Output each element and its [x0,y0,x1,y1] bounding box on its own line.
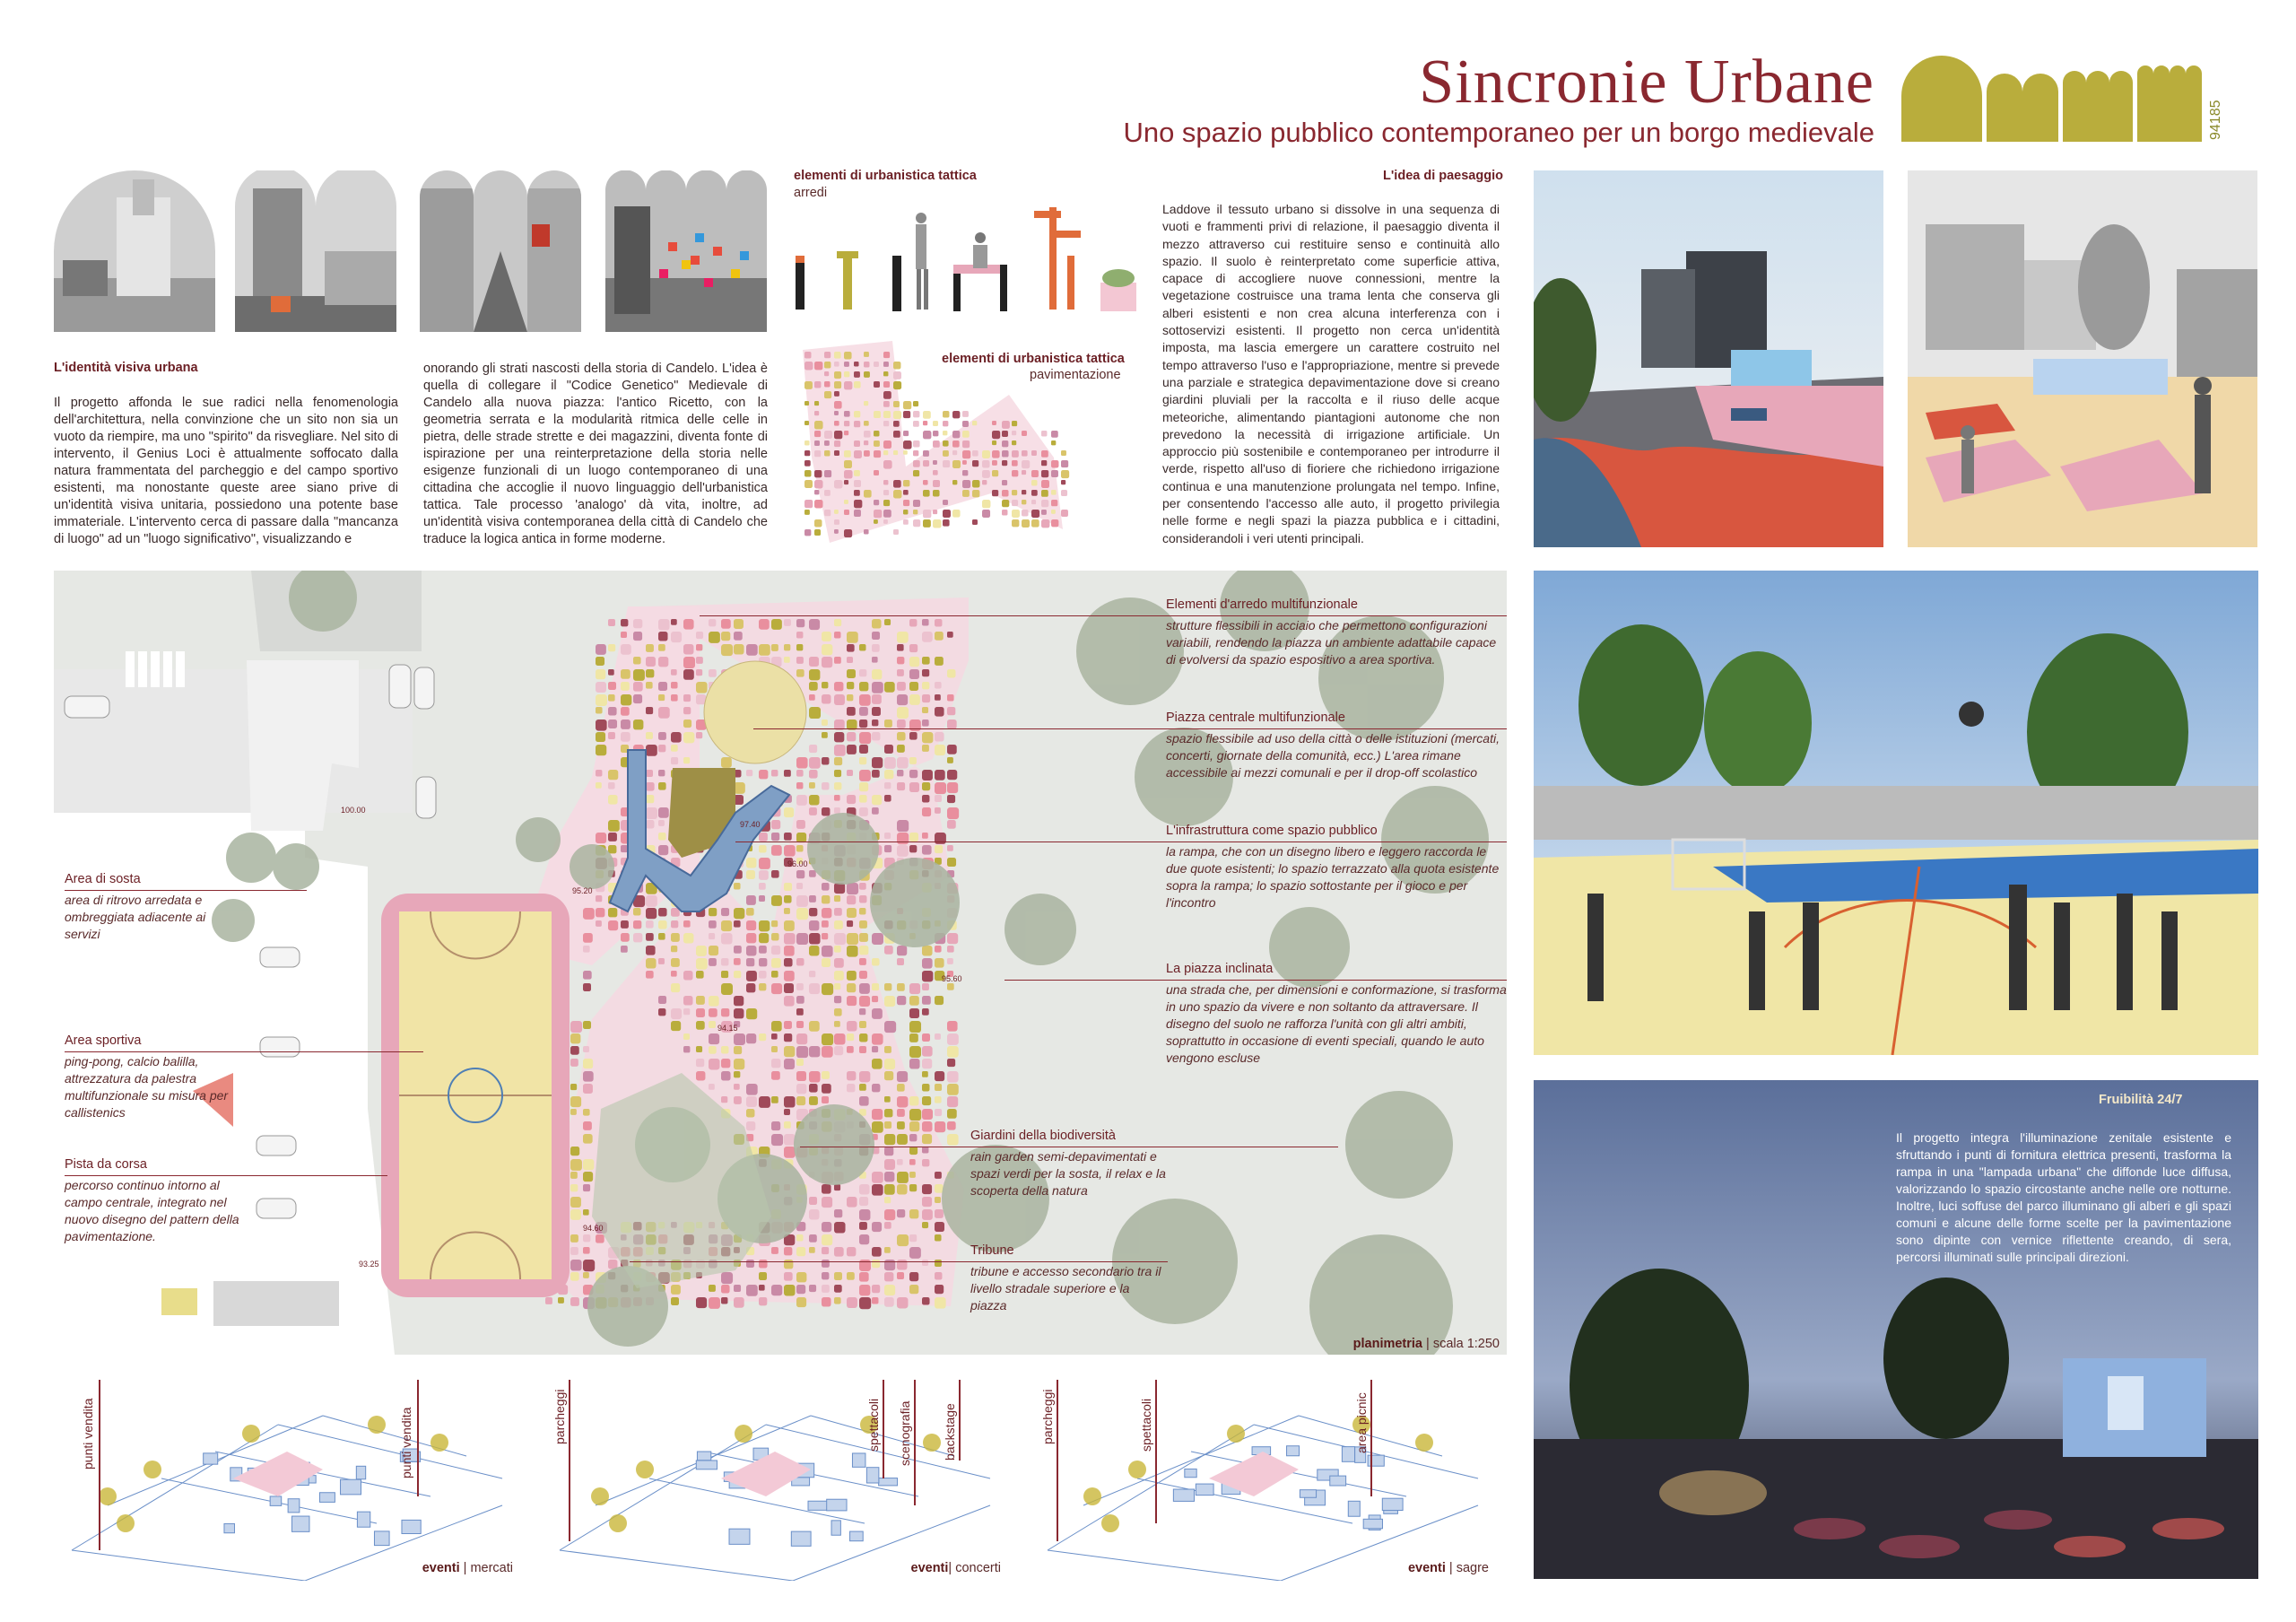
caption-concerti: eventi| concerti [910,1561,1001,1575]
landscape-body: Laddove il tessuto urbano si dissolve in una sequenza di vuoti e frammenti privi di relazione, il paesaggio diventa il mezzo attraverso cui restituire senso e continuità allo spazio. Il suolo è reinterpretato come superficie attiva, capace di accogliere nuove connessioni, mentre la vegetazione costruisce una trama lenta che conserva gli alberi esistenti e non crea alcuna interferenza con i sottoservizi esistenti. Il progetto non cerca un'identità imposta, ma lascia emergere un carattere costruito nel tempo attraverso l'uso e l'appropriazione, mentre si prevede una parziale e strategica depavimentazione dove si creano giardini pluviali per la raccolta e il riuso delle acque meteoriche, alimentando piantagioni autonome che non prevedono la necessità di irrigazione artificiale. Un approccio più sostenibile e contemporaneo per introdurre il verde, rispetto all'uso di fioriere che richiedono irrigazione continua e una manutenzione prolungata nel tempo. Infine, per consentendo l'accesso alle auto, il progetto privilegia nelle forme e negli spazi la piazza pubblica e i cittadini, considerandoli i veri utenti principali. [1162,202,1500,545]
level-4: 95.20 [572,886,593,895]
label-area-picnic: area picnic [1354,1392,1369,1453]
annotation-piazza-centrale: Piazza centrale multifunzionale spazio flessibile ad uso della città o delle istituzioni (mercati, concerti, giornate della comunità, ecc.) L'area rimane accessibile ai mezzi comunali e per il drop-off scolastico [1166,711,1507,781]
level-7: 93.25 [359,1260,379,1269]
church-photo [54,170,215,332]
furniture-title: elementi di urbanistica tattica [794,169,977,183]
paving-title: elementi di urbanistica tattica [942,352,1125,366]
arches-logo [1901,56,2206,142]
page-subtitle: Uno spazio pubblico contemporaneo per un borgo medievale [1123,117,1874,148]
annotation-area-sportiva: Area sportiva ping-pong, calcio balilla, attrezzatura da palestra multifunzionale su misura per callistenics [65,1033,244,1121]
axo-concerti [542,1371,1008,1581]
caption-mercati: eventi | mercati [422,1561,513,1575]
label-parcheggi-sagre: parcheggi [1040,1389,1055,1444]
annotation-infrastruttura: L'infrastruttura come spazio pubblico la rampa, che con un disegno libero e leggero raccorda le due quote esistenti; lo spazio terrazzato alla quota esistente sopra la rampa; lo spazio sottostante per il gioco e per l'incontro [1166,824,1507,911]
furniture-subtitle: arredi [794,186,828,200]
label-spettacoli: spettacoli [866,1398,881,1452]
label-punti-vendita-1: punti vendita [81,1398,95,1469]
annotation-giardini: Giardini della biodiversità rain garden semi-depavimentati e spazi verdi per la sosta, il relax e la scoperta della natura [970,1129,1168,1199]
level-1: 100.00 [341,806,366,815]
render-piazza-color [1534,170,1883,547]
identity-col1: Il progetto affonda le sue radici nella fenomenologia dell'architettura, nella convinzione che un sito non sia un vuoto da riempire, ma uno "spirito" da risvegliare. Nel sito di intervento, il Genius Loci è attualmente soffocato dalla natura frammentata del parcheggio e del campo sportivo esistenti, ma nonostante queste aree siano prive di un'identità visiva unitaria, possiedono una potente base immateriale. L'intervento cerca di passare dalla "mancanza di luogo" ad un "luogo significativo", visualizzando e [54,396,398,546]
label-punti-vendita-2: punti vendita [399,1407,413,1478]
project-code: 94185 [2208,100,2223,140]
page-title: Sincronie Urbane [1419,48,1874,117]
annotation-piazza-inclinata: La piazza inclinata una strada che, per dimensioni e conformazione, si trasforma in uno spazio da vivere e non soltanto da attraversare. Il disegno del suolo ne rafforza l'unità con gli altri ambiti, soprattutto in occasione di eventi speciali, quando le auto vengono escluse [1166,962,1507,1067]
render-sports-court [1534,571,2258,1055]
tower-photo [235,170,396,332]
annotation-pista-da-corsa: Pista da corsa percorso continuo intorno al campo centrale, integrato nel nuovo disegno del pattern della pavimentazione. [65,1157,244,1245]
plan-caption: planimetria | scala 1:250 [1352,1337,1500,1351]
identity-heading: L'identità visiva urbana [54,361,198,375]
render-piazza-people [1908,170,2257,547]
night-body: Il progetto integra l'illuminazione zenitale esistente e sfruttando i punti di fornitura elettrica presenti, trasforma la rampa in una "lampada urbana" che diffonde luce diffusa, valorizzando lo spazio circostante anche nelle ore notturne. Inoltre, luci soffuse del parco illuminano gli alberi e gli spazi comuni e alcune delle forme scelte per la pavimentazione sono dipinte con vernice riflettente creando, di sera, percorsi illuminati sulle principali direzioni. [1896,1130,2231,1264]
level-6: 95.60 [942,974,962,983]
annotation-arredo: Elementi d'arredo multifunzionale strutture flessibili in acciaio che permettono configurazioni variabili, rendendo la piazza un ambiente adattabile capace di evolversi da spazio espositivo a area sportiva. [1166,597,1507,668]
label-scenografia: scenografia [898,1400,912,1466]
site-plan [54,571,1507,1355]
label-parcheggi: parcheggi [552,1389,567,1444]
night-heading: Fruibilità 24/7 [2099,1093,2183,1107]
axo-sagre [1030,1371,1496,1581]
annotation-area-di-sosta: Area di sosta area di ritrovo arredata e ombreggiata adiacente ai servizi [65,872,244,943]
paving-subtitle: pavimentazione [1030,368,1121,382]
identity-col2: onorando gli strati nascosti della storia di Candelo. L'idea è quella di collegare il "Codice Genetico" Medievale di Candelo alla nuova piazza: l'antico Ricetto, con la geometria serrata e la modularità ritmica delle celle in pietra, delle strade strette e dei magazzini, diventa fonte di ispirazione per una reinterpretazione della storia nelle esigenze funzionali di un luogo contemporaneo di una cittadina che accoglie il nuovo linguaggio dell'urbanistica tattica. Tale processo 'analogo' dà vita, inoltre, ad un'identità visiva contemporanea della città di Candelo che traduce la logica antica in forme moderne. [423,362,768,546]
label-backstage: backstage [943,1403,957,1461]
level-8: 94.60 [583,1224,604,1233]
label-spettacoli-sagre: spettacoli [1139,1398,1153,1452]
level-5: 94.15 [718,1024,738,1033]
annotation-tribune: Tribune tribune e accesso secondario tra il livello stradale superiore e la piazza [970,1243,1168,1314]
furniture-elements [794,202,1139,318]
level-2: 97.40 [740,820,761,829]
landscape-heading: L'idea di paesaggio [1383,169,1503,183]
street-photo [420,170,581,332]
colorful-market-photo [605,170,767,332]
paving-pattern [794,341,1144,543]
axo-mercati [54,1371,520,1581]
level-3: 96.00 [787,859,808,868]
caption-sagre: eventi | sagre [1407,1561,1489,1575]
